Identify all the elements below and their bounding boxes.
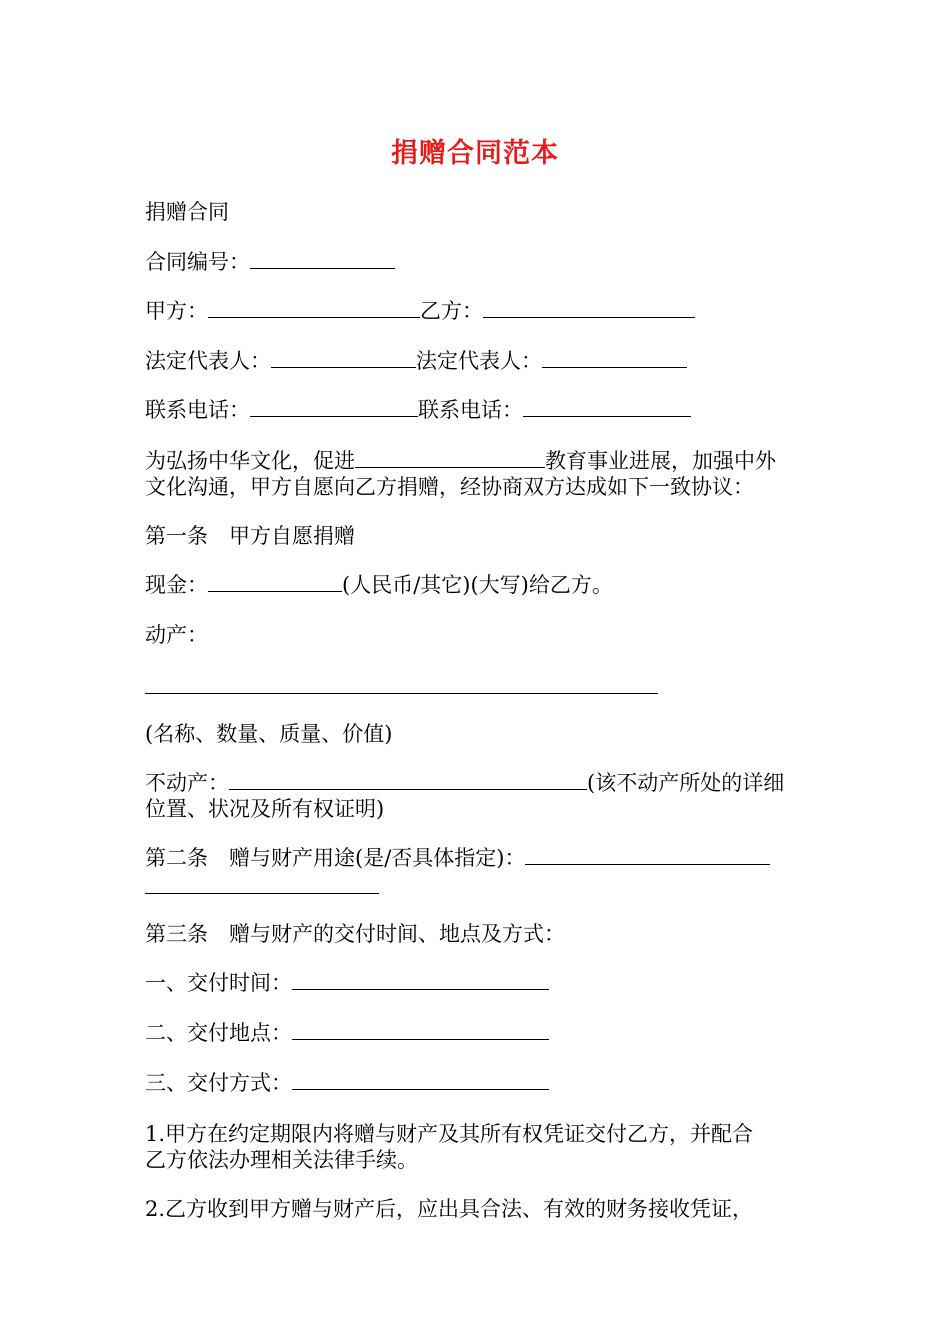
- delivery-place-line: [145, 1020, 549, 1046]
- cash-line: [145, 572, 613, 598]
- party-a-blank[interactable]: [208, 299, 420, 318]
- delivery-method-line: [145, 1070, 549, 1096]
- realestate-blank[interactable]: [229, 771, 587, 790]
- contract-number-blank[interactable]: [250, 250, 395, 269]
- phone-a-label: 联系电话：: [145, 398, 250, 422]
- cash-suffix: (人民币/其它)(大写)给乙方。: [342, 573, 613, 597]
- parties-line: [145, 298, 695, 324]
- legal-rep-b-blank[interactable]: [542, 349, 687, 368]
- realestate-cont: 位置、状况及所有权证明): [145, 797, 385, 821]
- clause-1-line-1: 1.甲方在约定期限内将赠与财产及其所有权凭证交付乙方，并配合: [145, 1122, 754, 1146]
- delivery-time-line: [145, 970, 549, 996]
- contract-heading: 捐赠合同: [145, 200, 229, 224]
- article-2-label: 第二条 赠与财产用途(是/否具体指定)：: [145, 846, 526, 870]
- cash-label: 现金：: [145, 573, 208, 597]
- clause-2-line-1: 2.乙方收到甲方赠与财产后，应出具合法、有效的财务接收凭证，: [145, 1197, 754, 1221]
- phone-line: [145, 397, 691, 423]
- delivery-time-blank[interactable]: [292, 971, 549, 990]
- delivery-method-label: 三、交付方式：: [145, 1071, 292, 1095]
- movable-label: 动产：: [145, 623, 208, 647]
- movable-note: (名称、数量、质量、价值): [145, 722, 393, 746]
- article-3-heading: 第三条 赠与财产的交付时间、地点及方式：: [145, 922, 565, 946]
- realestate-suffix: (该不动产所处的详细: [587, 771, 785, 795]
- intro-text-1: 为弘扬中华文化，促进: [145, 449, 355, 473]
- realestate-label: 不动产：: [145, 771, 229, 795]
- legal-rep-line: [145, 348, 687, 374]
- movable-blank[interactable]: [145, 693, 658, 694]
- delivery-place-blank[interactable]: [292, 1021, 549, 1040]
- intro-text-2: 教育事业进展，加强中外: [545, 449, 776, 473]
- document-title: 捐赠合同范本: [391, 138, 559, 169]
- delivery-time-label: 一、交付时间：: [145, 971, 292, 995]
- realestate-line: [145, 770, 784, 796]
- contract-number-label: 合同编号：: [145, 250, 250, 274]
- legal-rep-a-label: 法定代表人：: [145, 349, 271, 373]
- intro-line-2: 文化沟通，甲方自愿向乙方捐赠，经协商双方达成如下一致协议：: [145, 475, 754, 499]
- party-a-label: 甲方：: [145, 299, 208, 323]
- delivery-place-label: 二、交付地点：: [145, 1021, 292, 1045]
- party-b-blank[interactable]: [483, 299, 695, 318]
- phone-a-blank[interactable]: [250, 398, 418, 417]
- cash-blank[interactable]: [208, 573, 342, 592]
- article-2-blank-1[interactable]: [525, 846, 770, 865]
- legal-rep-a-blank[interactable]: [271, 349, 416, 368]
- phone-b-blank[interactable]: [523, 398, 691, 417]
- article-2-line: [145, 845, 770, 871]
- article-1-heading: 第一条 甲方自愿捐赠: [145, 524, 355, 548]
- party-b-label: 乙方：: [420, 299, 483, 323]
- contract-number-line: [145, 249, 395, 275]
- clause-1-line-2: 乙方依法办理相关法律手续。: [145, 1148, 418, 1172]
- legal-rep-b-label: 法定代表人：: [416, 349, 542, 373]
- delivery-method-blank[interactable]: [292, 1071, 549, 1090]
- article-2-blank-2[interactable]: [145, 893, 379, 894]
- intro-line-1: [145, 448, 776, 474]
- intro-blank[interactable]: [355, 449, 545, 468]
- phone-b-label: 联系电话：: [418, 398, 523, 422]
